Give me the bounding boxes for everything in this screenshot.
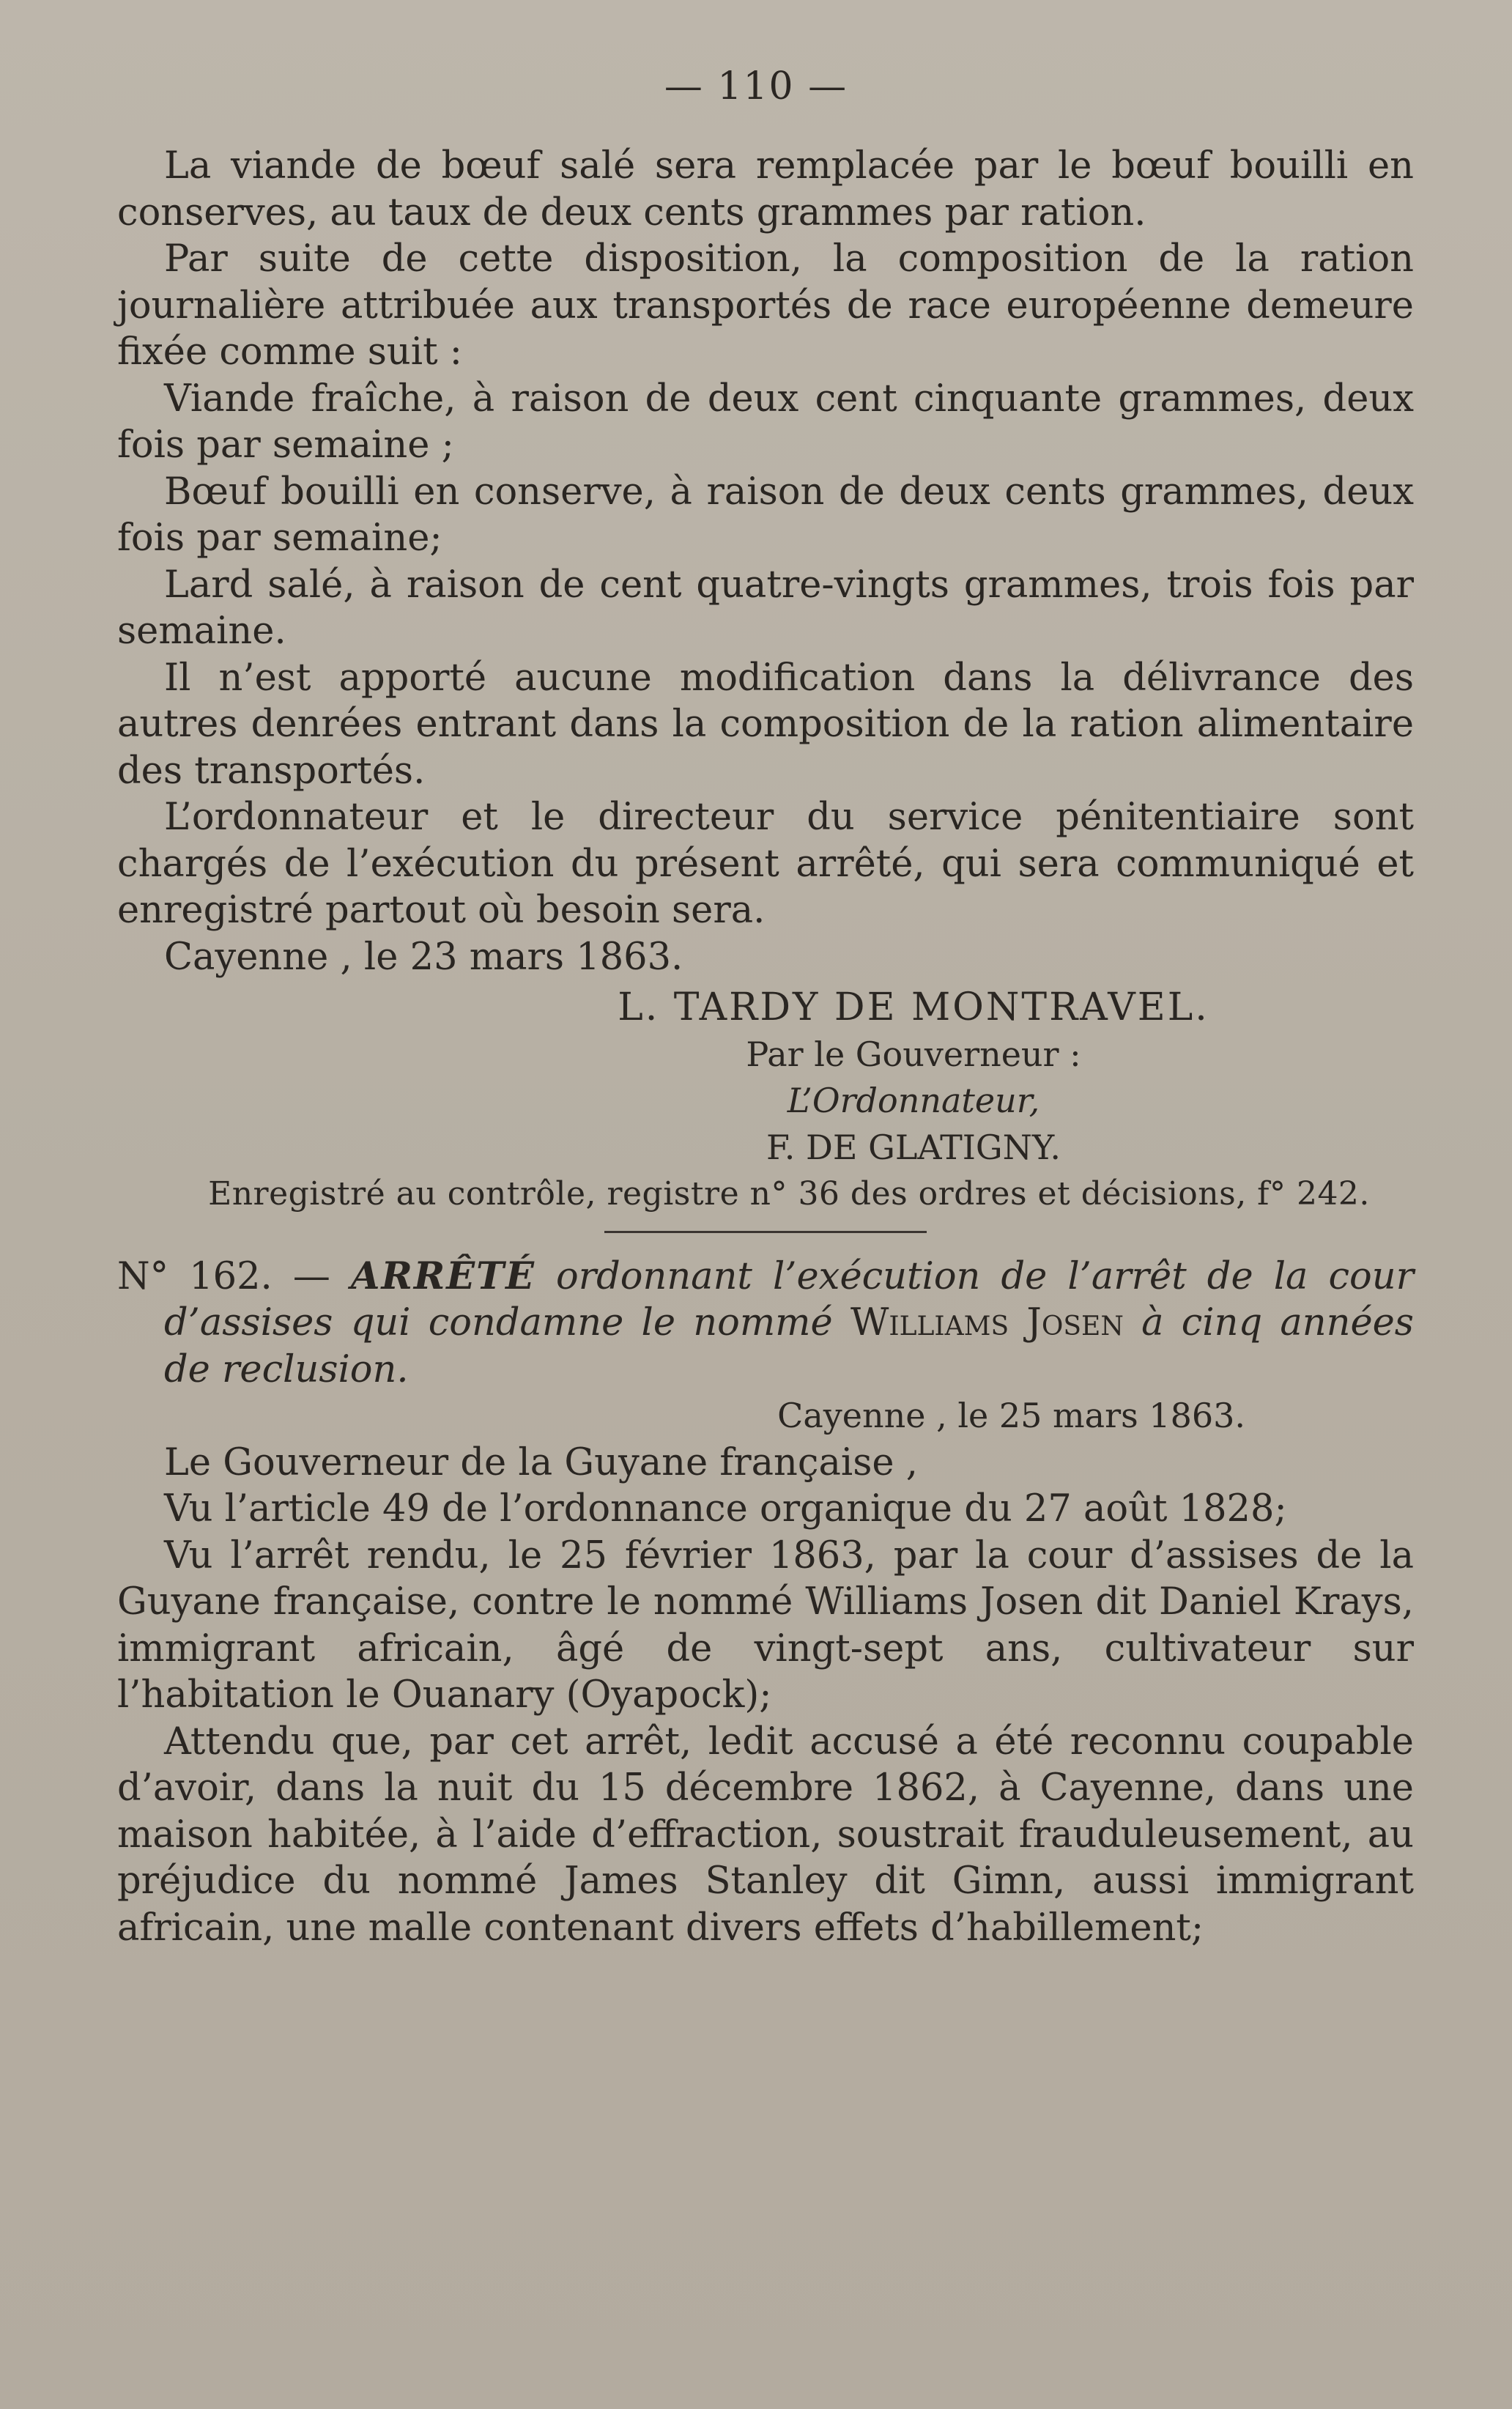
ordonnateur-signature: F. DE GLATIGNY. xyxy=(766,1127,1061,1167)
decree-type: ARRÊTÉ xyxy=(350,1254,536,1298)
body-paragraph: Vu l’arrêt rendu, le 25 février 1863, par la cour d’assises de la Guyane française, contre le nommé Williams Josen dit Daniel Krays, immigrant africain, âgé de vingt-sept ans, cultivateur sur l’habitation le Ouanary (Oyapock); xyxy=(117,1533,1414,1717)
paragraph: Lard salé, à raison de cent quatre-vingts grammes, trois fois par semaine. xyxy=(117,563,1414,653)
section-divider xyxy=(604,1231,927,1233)
paragraph: Bœuf bouilli en conserve, à raison de deux cents grammes, deux fois par semaine; xyxy=(117,470,1414,560)
decree-text-upper xyxy=(117,143,1414,1951)
body-paragraph: Le Gouverneur de la Guyane française , xyxy=(164,1440,918,1484)
registration-note: Enregistré au contrôle, registre n° 36 des ordres et décisions, f° 242. xyxy=(208,1175,1370,1213)
decree-date: Cayenne , le 25 mars 1863. xyxy=(777,1396,1245,1435)
date-line: Cayenne , le 23 mars 1863. xyxy=(164,935,683,979)
decree-title-a: ordonnant l’exécution de l’arrêt de la cour d’assises qui condamne le nommé xyxy=(164,1254,1414,1344)
paragraph: Par suite de cette disposition, la composition de la ration journalière attribuée aux transportés de race européenne demeure fixée comme suit : xyxy=(117,237,1414,374)
page-number: — 110 — xyxy=(664,64,848,108)
par-le-gouverneur: Par le Gouverneur : xyxy=(746,1034,1081,1074)
decree-title-name: Williams Josen xyxy=(850,1301,1124,1344)
decree-title-b: à cinq années de reclusion. xyxy=(164,1301,1414,1391)
decree-heading xyxy=(117,1254,1414,1394)
paragraph: La viande de bœuf salé sera remplacée par le bœuf bouilli en conserves, au taux de deux cents grammes par ration. xyxy=(117,144,1414,234)
paragraph: Il n’est apporté aucune modification dans la délivrance des autres denrées entrant dans la composition de la ration alimentaire des transportés. xyxy=(117,656,1414,793)
decree-number: N° 162. — xyxy=(117,1254,330,1298)
governor-signature: L. TARDY DE MONTRAVEL. xyxy=(618,985,1209,1029)
paragraph: Viande fraîche, à raison de deux cent cinquante grammes, deux fois par semaine ; xyxy=(117,377,1414,467)
body-paragraph: Attendu que, par cet arrêt, ledit accusé a été reconnu coupable d’avoir, dans la nuit du 15 décembre 1862, à Cayenne, dans une maison habitée, à l’aide d’effraction, soustrait frauduleusement, au préjudice du nommé James Stanley dit Gimn, aussi immigrant africain, une malle contenant divers effets d’habillement; xyxy=(117,1720,1414,1950)
paragraph: L’ordonnateur et le directeur du service pénitentiaire sont chargés de l’exécution du présent arrêté, qui sera communiqué et enregistré partout où besoin sera. xyxy=(117,796,1414,932)
body-paragraph: Vu l’article 49 de l’ordonnance organique du 27 août 1828; xyxy=(164,1487,1287,1531)
ordonnateur-role: L’Ordonnateur, xyxy=(787,1081,1040,1120)
